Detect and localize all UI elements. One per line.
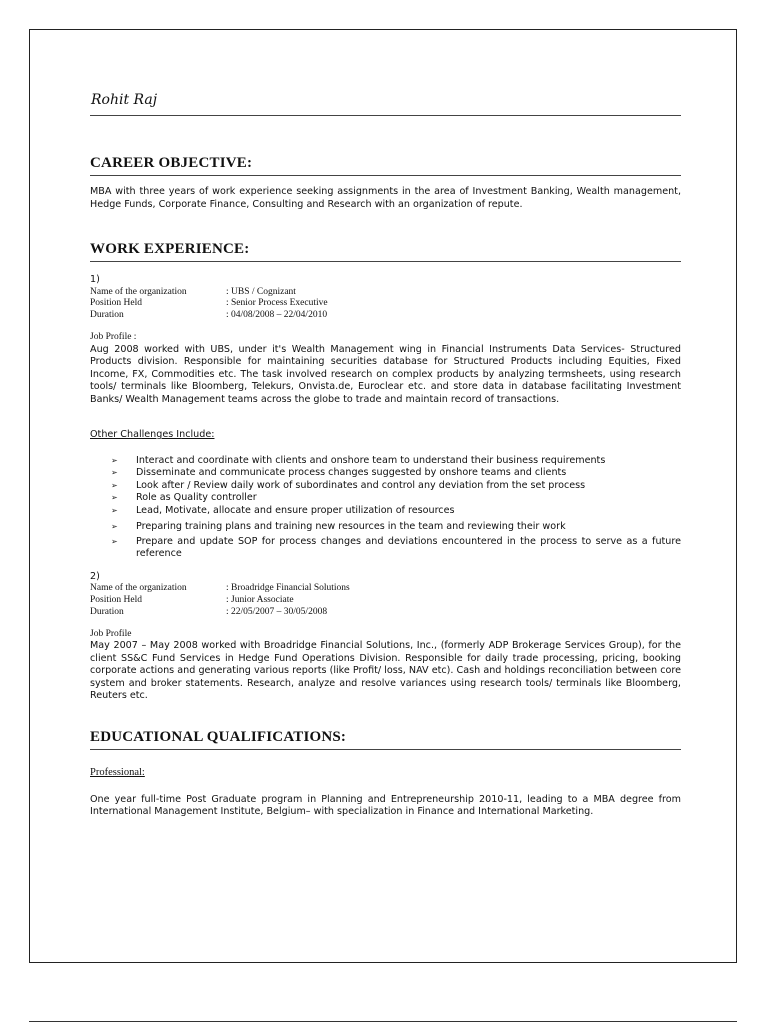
challenge-text: Prepare and update SOP for process changes and deviations encountered in the process to serve as a future reference bbox=[136, 535, 681, 560]
job-profile-text: May 2007 – May 2008 worked with Broadridge Financial Solutions, Inc., (formerly ADP Brokerage Services Group), for the client SS&C Fund Services in Hedge Fund Operations Division. Responsible for daily trade processing, pricing, booking corporate actions and generating various reports (like Profit/ loss, NAV etc). Cash and holdings reconciliation between core system and broker statements. Research, analyze and resolve variances using research tools/ terminals like Bloomberg, Reuters etc. bbox=[90, 640, 681, 702]
position-value: : Senior Process Executive bbox=[226, 298, 328, 309]
professional-text: One year full-time Post Graduate program in Planning and Entrepreneurship 2010-11, leading to a MBA degree from International Management Institute, Belgium– with specialization in Finance and International Marketing. bbox=[90, 793, 681, 818]
challenge-text: Disseminate and communicate process changes suggested by onshore teams and clients bbox=[136, 467, 567, 479]
challenges-list bbox=[90, 455, 681, 561]
duration-row bbox=[90, 310, 681, 322]
org-value: : UBS / Cognizant bbox=[226, 286, 296, 297]
org-label: Name of the organization bbox=[90, 583, 187, 594]
arrow-bullet-icon: ➢ bbox=[111, 536, 118, 546]
org-row bbox=[90, 583, 681, 595]
candidate-name: Rohit Raj bbox=[90, 88, 681, 116]
challenge-text: Look after / Review daily work of subordinates and control any deviation from the set process bbox=[136, 479, 586, 491]
job-entry bbox=[90, 274, 681, 406]
list-item bbox=[90, 505, 681, 518]
job-details bbox=[90, 287, 681, 322]
duration-row bbox=[90, 607, 681, 619]
work-experience-heading: WORK EXPERIENCE: bbox=[90, 240, 681, 262]
duration-value: : 04/08/2008 – 22/04/2010 bbox=[226, 310, 328, 321]
position-value: : Junior Associate bbox=[226, 594, 294, 605]
challenge-text: Preparing training plans and training new resources in the team and reviewing their work bbox=[136, 521, 566, 533]
list-item bbox=[90, 455, 681, 468]
career-objective-heading: CAREER OBJECTIVE: bbox=[90, 154, 681, 176]
resume-content bbox=[90, 88, 681, 819]
list-item bbox=[90, 521, 681, 534]
arrow-bullet-icon: ➢ bbox=[111, 468, 118, 478]
challenge-text: Lead, Motivate, allocate and ensure proper utilization of resources bbox=[136, 504, 455, 516]
job-index: 1) bbox=[90, 274, 100, 285]
org-row bbox=[90, 287, 681, 299]
duration-label: Duration bbox=[90, 310, 124, 321]
job-index: 2) bbox=[90, 570, 100, 582]
org-value: : Broadridge Financial Solutions bbox=[226, 583, 350, 594]
career-objective-text: MBA with three years of work experience seeking assignments in the area of Investment Banking, Wealth management, Hedge Funds, Corporate Finance, Consulting and Research with an organization of repute. bbox=[90, 186, 681, 210]
footer-divider bbox=[29, 1021, 737, 1022]
list-item bbox=[90, 480, 681, 493]
position-label: Position Held bbox=[90, 298, 142, 309]
position-row bbox=[90, 595, 681, 607]
duration-label: Duration bbox=[90, 606, 124, 617]
arrow-bullet-icon: ➢ bbox=[111, 480, 118, 490]
job-details bbox=[90, 583, 681, 618]
arrow-bullet-icon: ➢ bbox=[111, 522, 118, 532]
arrow-bullet-icon: ➢ bbox=[111, 505, 118, 515]
list-item bbox=[90, 536, 681, 561]
education-heading: EDUCATIONAL QUALIFICATIONS: bbox=[90, 728, 681, 750]
arrow-bullet-icon: ➢ bbox=[111, 455, 118, 465]
job-entry bbox=[90, 571, 681, 703]
position-label: Position Held bbox=[90, 594, 142, 605]
job-profile-text: Aug 2008 worked with UBS, under it's Wealth Management wing in Financial Instruments Data Services- Structured Products division. Responsible for maintaining securities database for Structured Products including Equities, Fixed Income, FX, Commodities etc. The task involved research on complex products by analyzing termsheets, using research tools/ terminals like Bloomberg, Telekurs, Onvista.de, Euroclear etc. and store data in database facilitating Investment Banks/ Wealth Management teams across the globe to trade and maintain record of transactions. bbox=[90, 343, 681, 405]
challenges-title: Other Challenges Include: bbox=[90, 429, 215, 441]
job-profile-label: Job Profile : bbox=[90, 331, 137, 342]
job-profile-label: Job Profile bbox=[90, 628, 132, 639]
arrow-bullet-icon: ➢ bbox=[111, 493, 118, 503]
list-item bbox=[90, 467, 681, 480]
position-row bbox=[90, 298, 681, 310]
challenge-text: Interact and coordinate with clients and onshore team to understand their business requirements bbox=[136, 454, 606, 466]
challenge-text: Role as Quality controller bbox=[136, 492, 257, 504]
org-label: Name of the organization bbox=[90, 286, 187, 297]
duration-value: : 22/05/2007 – 30/05/2008 bbox=[226, 606, 328, 617]
professional-label: Professional: bbox=[90, 766, 145, 778]
list-item bbox=[90, 492, 681, 505]
